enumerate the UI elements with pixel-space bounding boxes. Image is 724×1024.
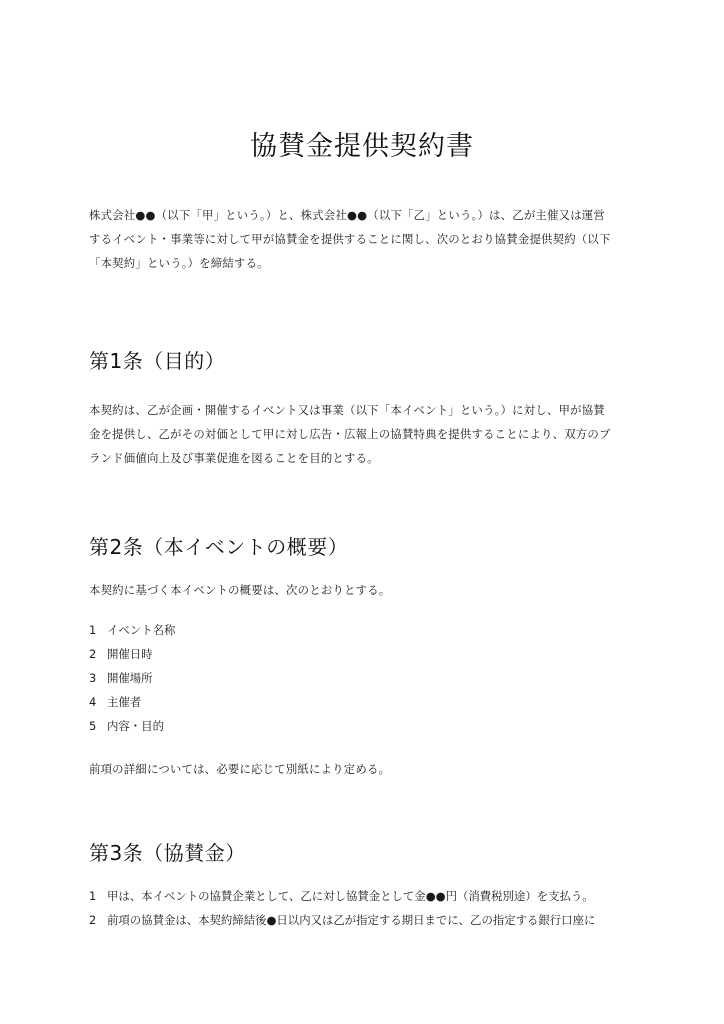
article-2-outro: 前項の詳細については、必要に応じて別紙により定める。 [89, 762, 391, 776]
article-2-intro: 本契約に基づく本イベントの概要は、次のとおりとする。 [89, 583, 391, 597]
list-item [89, 618, 175, 642]
list-item-number: 1 [89, 889, 97, 903]
list-item-number: 2 [89, 913, 97, 927]
list-item-number: 5 [89, 719, 97, 733]
list-item [89, 908, 595, 932]
article-3-list [89, 884, 595, 932]
list-item-number: 3 [89, 671, 97, 685]
article-1-line: ランド価値向上及び事業促進を図ることを目的とする。 [89, 451, 379, 465]
article-1-line: 本契約は、乙が企画・開催するイベント又は事業（以下「本イベント」という。）に対し、甲が協賛 [89, 403, 605, 417]
list-item [89, 690, 175, 714]
list-item-text: 開催日時 [107, 647, 153, 661]
preamble-paragraph [89, 203, 649, 275]
list-item [89, 714, 175, 738]
list-item-text: 内容・目的 [107, 719, 164, 733]
list-item [89, 666, 175, 690]
article-2-list [89, 618, 175, 738]
preamble-line: 株式会社●●（以下「甲」という。）と、株式会社●●（以下「乙」という。）は、乙が主催又は運営 [89, 208, 605, 222]
list-item-text: 甲は、本イベントの協賛企業として、乙に対し協賛金として金●●円（消費税別途）を支払う。 [107, 889, 594, 903]
article-2-heading: 第2条（本イベントの概要） [89, 535, 349, 559]
article-3-heading: 第3条（協賛金） [89, 841, 246, 865]
list-item [89, 642, 175, 666]
article-1-body [89, 398, 649, 470]
article-1-heading: 第1条（目的） [89, 349, 226, 373]
list-item-number: 1 [89, 623, 97, 637]
preamble-line: 「本契約」という。）を締結する。 [89, 256, 269, 270]
list-item-text: 主催者 [107, 695, 142, 709]
list-item-text: 開催場所 [107, 671, 153, 685]
document-title: 協賛金提供契約書 [250, 131, 474, 162]
list-item-number: 2 [89, 647, 97, 661]
list-item-text: イベント名称 [107, 623, 176, 637]
article-1-line: 金を提供し、乙がその対価として甲に対し広告・広報上の協賛特典を提供することにより、双方のブ [89, 427, 611, 441]
list-item-number: 4 [89, 695, 97, 709]
list-item-text: 前項の協賛金は、本契約締結後●日以内又は乙が指定する期日までに、乙の指定する銀行口座に [107, 913, 596, 927]
preamble-line: するイベント・事業等に対して甲が協賛金を提供することに関し、次のとおり協賛金提供契約（以下 [89, 232, 611, 246]
list-item [89, 884, 595, 908]
